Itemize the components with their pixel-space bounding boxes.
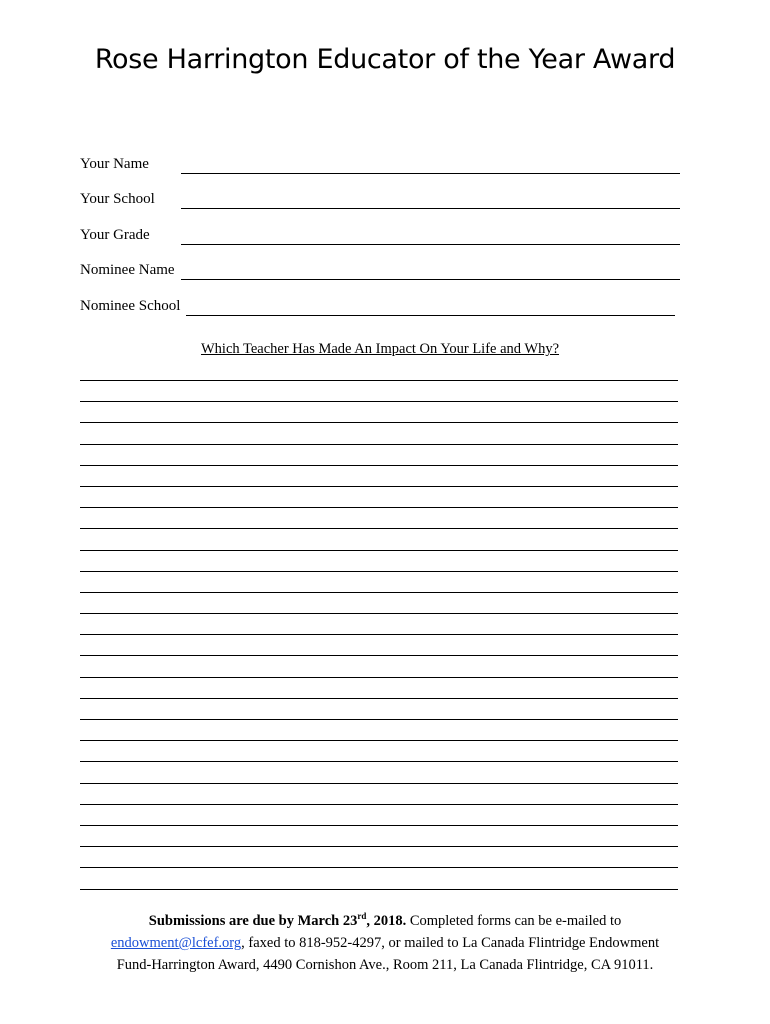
essay-answer-area[interactable] xyxy=(80,380,678,910)
answer-line[interactable] xyxy=(80,444,678,465)
answer-line[interactable] xyxy=(80,719,678,740)
nominee-name-row xyxy=(80,245,680,281)
email-link[interactable]: endowment@lcfef.org xyxy=(110,935,242,951)
answer-line[interactable] xyxy=(80,528,678,549)
applicant-fields xyxy=(80,138,680,316)
your-school-row xyxy=(80,174,680,210)
answer-line[interactable] xyxy=(80,740,678,761)
submission-text-1: Completed forms can be e-mailed to xyxy=(406,913,622,929)
answer-line[interactable] xyxy=(80,422,678,443)
answer-line[interactable] xyxy=(80,655,678,676)
your-grade-row xyxy=(80,209,680,245)
answer-line[interactable] xyxy=(80,761,678,782)
answer-line[interactable] xyxy=(80,698,678,719)
answer-line[interactable] xyxy=(80,613,678,634)
answer-line[interactable] xyxy=(80,634,678,655)
answer-line[interactable] xyxy=(80,507,678,528)
answer-line[interactable] xyxy=(80,846,678,867)
submission-text-2: , faxed to 818-952-4297, or mailed to La Canada Flintridge Endowment xyxy=(241,935,660,951)
answer-line[interactable] xyxy=(80,889,678,910)
answer-line[interactable] xyxy=(80,783,678,804)
your-grade-label: Your Grade xyxy=(80,226,150,243)
due-date-prefix: Submissions are due by March 23 xyxy=(148,913,358,929)
answer-line[interactable] xyxy=(80,571,678,592)
nominee-school-label: Nominee School xyxy=(80,297,181,314)
your-name-row xyxy=(80,138,680,174)
answer-line[interactable] xyxy=(80,867,678,888)
nominee-school-row xyxy=(80,280,680,316)
answer-line[interactable] xyxy=(80,804,678,825)
answer-line[interactable] xyxy=(80,550,678,571)
mailing-address: Fund-Harrington Award, 4490 Cornishon Ave., Room 211, La Canada Flintridge, CA 91011. xyxy=(116,957,654,973)
your-school-label: Your School xyxy=(80,191,155,207)
answer-line[interactable] xyxy=(80,592,678,613)
answer-line[interactable] xyxy=(80,465,678,486)
your-name-label: Your Name xyxy=(80,155,149,172)
answer-line[interactable] xyxy=(80,677,678,698)
answer-line[interactable] xyxy=(80,380,678,401)
essay-question: Which Teacher Has Made An Impact On Your Life and Why? xyxy=(200,341,560,357)
answer-line[interactable] xyxy=(80,486,678,507)
submission-instructions xyxy=(60,910,710,976)
answer-line[interactable] xyxy=(80,401,678,422)
nominee-school-field[interactable] xyxy=(186,315,675,316)
due-date-ordinal: rd xyxy=(357,911,367,922)
due-date-year: , 2018. xyxy=(366,913,407,929)
form-title: Rose Harrington Educator of the Year Award xyxy=(94,44,676,75)
nominee-name-label: Nominee Name xyxy=(80,262,175,278)
answer-line[interactable] xyxy=(80,825,678,846)
